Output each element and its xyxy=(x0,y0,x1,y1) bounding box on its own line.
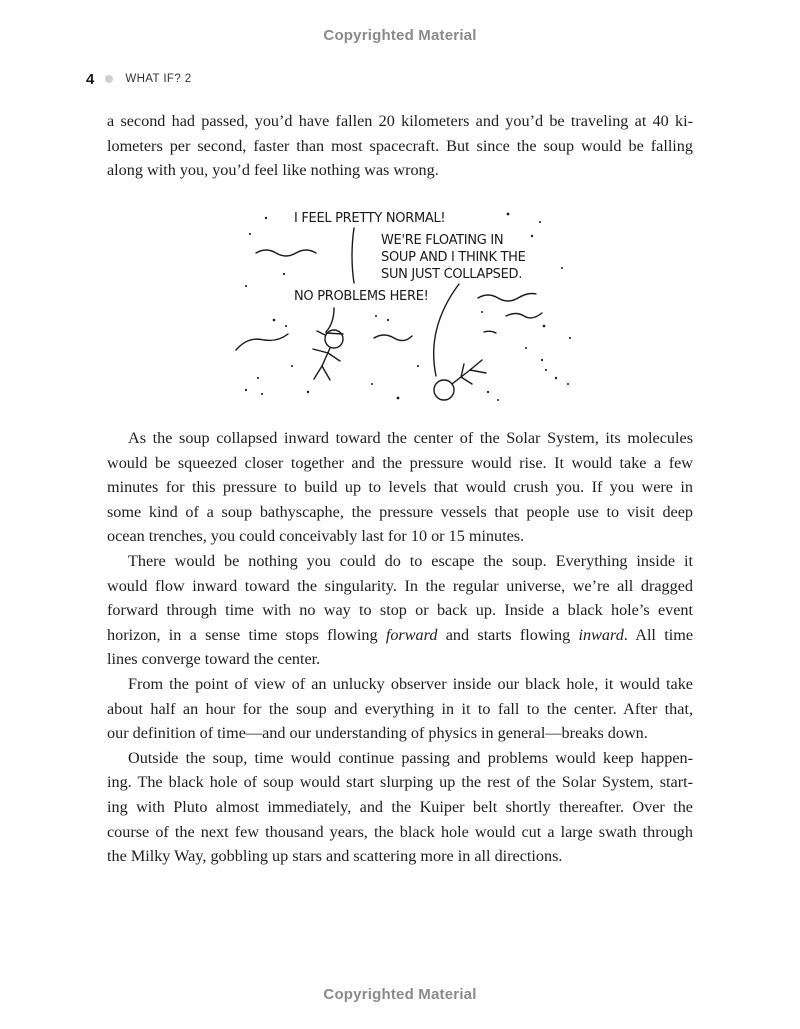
page-number: 4 xyxy=(86,70,95,88)
text-run: horizon, in a sense time stops flowing xyxy=(107,625,386,644)
comic-illustration xyxy=(226,198,582,412)
text-line xyxy=(107,623,693,648)
stick-figure-comic xyxy=(226,198,582,412)
text-line: along with you, you’d feel like nothing was wrong. xyxy=(107,161,439,180)
text-line: From the point of view of an unlucky observer inside our black hole, it would take xyxy=(128,674,693,693)
paragraph-3 xyxy=(107,549,693,672)
text-line: As the soup collapsed inward toward the center of the Solar System, its molecules xyxy=(128,429,693,447)
text-line: our definition of time—and our understanding of physics in general—breaks down. xyxy=(107,724,648,743)
text-line: would be squeezed closer together and the pressure would rise. It would take a few xyxy=(107,453,693,472)
paragraph-1 xyxy=(107,109,693,183)
text-line: ing with Pluto almost immediately, and the Kuiper belt shortly thereafter. Over the xyxy=(107,797,693,816)
italic-inward: inward xyxy=(578,625,624,644)
soup-swirl xyxy=(236,334,288,350)
text-line: ing. The black hole of soup would start slurping up the rest of the Solar System, start- xyxy=(107,773,693,792)
text-line: minutes for this pressure to build up to levels that would crush you. If you were in xyxy=(107,478,693,497)
book-title: WHAT IF? 2 xyxy=(125,73,192,85)
text-line: Outside the soup, time would continue passing and problems would keep happen- xyxy=(128,748,693,767)
soup-swirl xyxy=(506,313,542,318)
speech-floating-line-3: SUN JUST COLLAPSED. xyxy=(381,267,523,282)
stick-figure-right xyxy=(434,360,486,400)
text-line: some kind of a soup bathyscaphe, the pressure vessels that people use to visit deep xyxy=(107,502,693,521)
paragraph-4 xyxy=(107,672,693,746)
italic-forward: forward xyxy=(385,625,438,644)
soup-swirl xyxy=(256,250,316,256)
speech-line-2 xyxy=(434,284,459,376)
soup-swirl xyxy=(478,294,536,302)
running-head xyxy=(86,70,192,88)
text-line: ocean trenches, you could conceivably last for 10 or 15 minutes. xyxy=(107,527,525,546)
speech-no-problems: NO PROBLEMS HERE! xyxy=(294,289,429,304)
speech-floating-line-1: WE'RE FLOATING IN xyxy=(381,233,504,248)
speech-i-feel-normal: I FEEL PRETTY NORMAL! xyxy=(294,211,446,226)
copyright-watermark-bottom: Copyrighted Material xyxy=(323,986,477,1003)
text-run: and starts flowing xyxy=(437,625,579,644)
text-line: There would be nothing you could do to escape the soup. Everything inside it xyxy=(128,551,693,570)
text-line: lines converge toward the center. xyxy=(107,650,321,669)
speech-line-3 xyxy=(326,308,334,332)
text-line: lometers per second, faster than most spacecraft. But since the soup would be falling xyxy=(107,136,693,155)
text-line: about half an hour for the soup and everything in it to fall to the center. After that, xyxy=(107,699,693,718)
paragraph-2 xyxy=(107,426,693,549)
text-line: forward through time with no way to stop or back up. Inside a black hole’s event xyxy=(107,601,693,620)
speech-floating-line-2: SOUP AND I THINK THE xyxy=(381,250,526,265)
separator-dot-icon xyxy=(105,75,113,83)
paragraph-5 xyxy=(107,746,693,869)
speech-line-1 xyxy=(352,228,354,283)
soup-swirl xyxy=(484,331,496,333)
copyright-watermark-top: Copyrighted Material xyxy=(323,27,477,44)
stick-figure-left xyxy=(313,330,343,380)
text-line: would flow inward toward the singularity. In the regular universe, we’re all dragged xyxy=(107,576,693,595)
text-line: a second had passed, you’d have fallen 20 kilometers and you’d be traveling at 40 ki- xyxy=(107,112,693,130)
text-line: the Milky Way, gobbling up stars and scattering more in all directions. xyxy=(107,847,563,866)
body-text xyxy=(107,426,693,869)
text-run: . All time xyxy=(623,625,694,644)
text-line: course of the next few thousand years, the black hole would cut a large swath through xyxy=(107,822,693,841)
soup-swirl xyxy=(374,335,412,341)
